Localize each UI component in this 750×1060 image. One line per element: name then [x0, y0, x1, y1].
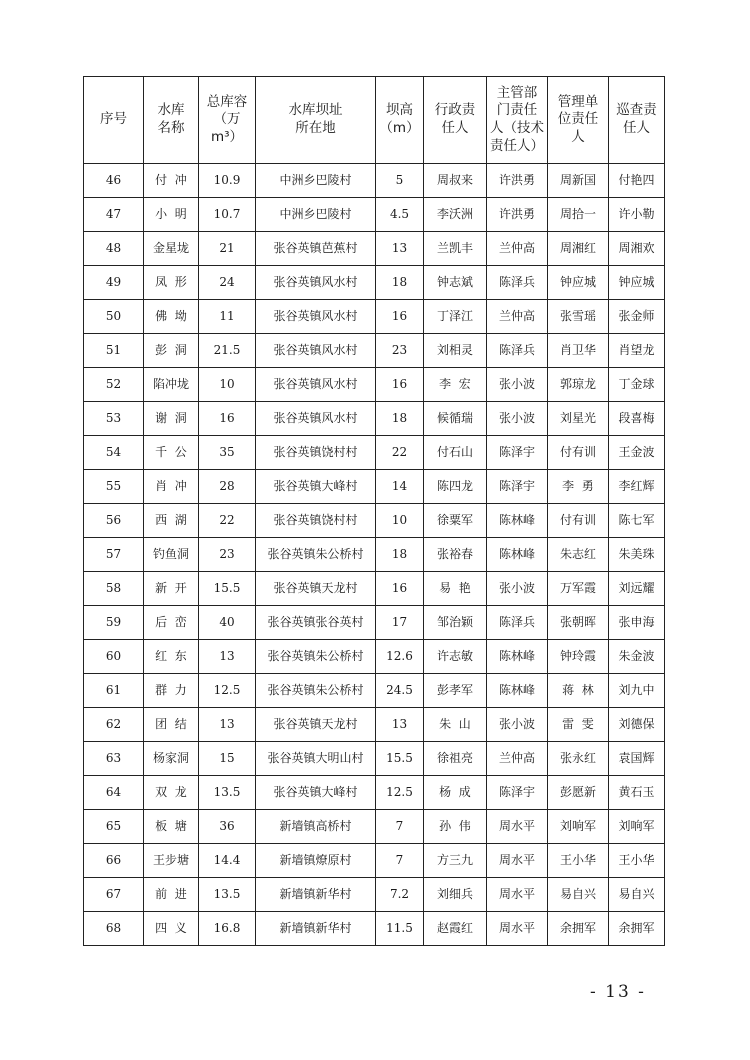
- reservoir-name-cell: 红 东: [144, 640, 199, 674]
- column-header: 巡查责 任人: [609, 77, 665, 164]
- dept-responsible-cell: 许洪勇: [487, 164, 548, 198]
- total-capacity-cell: 14.4: [199, 844, 256, 878]
- column-header: 坝高 （m）: [376, 77, 424, 164]
- patrol-responsible-cell: 朱美珠: [609, 538, 665, 572]
- admin-responsible-cell: 徐祖亮: [424, 742, 487, 776]
- total-capacity-cell: 13.5: [199, 776, 256, 810]
- table-row: [84, 266, 665, 300]
- column-header: 水库坝址 所在地: [256, 77, 376, 164]
- row-number-cell: 52: [84, 368, 144, 402]
- admin-responsible-cell: 丁泽江: [424, 300, 487, 334]
- mgmt-responsible-cell: 周拾一: [548, 198, 609, 232]
- reservoir-name-cell: 西 湖: [144, 504, 199, 538]
- patrol-responsible-cell: 王金波: [609, 436, 665, 470]
- reservoir-name-cell: 钓鱼洞: [144, 538, 199, 572]
- dam-location-cell: 张谷英镇大明山村: [256, 742, 376, 776]
- admin-responsible-cell: 邹治颖: [424, 606, 487, 640]
- dept-responsible-cell: 张小波: [487, 572, 548, 606]
- reservoir-name-cell: 四 义: [144, 912, 199, 946]
- admin-responsible-cell: 赵霞红: [424, 912, 487, 946]
- reservoir-name-cell: 群 力: [144, 674, 199, 708]
- mgmt-responsible-cell: 李 勇: [548, 470, 609, 504]
- dam-location-cell: 新墙镇新华村: [256, 912, 376, 946]
- dept-responsible-cell: 陈泽兵: [487, 266, 548, 300]
- table-row: [84, 504, 665, 538]
- total-capacity-cell: 21: [199, 232, 256, 266]
- table-row: [84, 402, 665, 436]
- patrol-responsible-cell: 袁国辉: [609, 742, 665, 776]
- mgmt-responsible-cell: 张朝晖: [548, 606, 609, 640]
- dam-height-cell: 13: [376, 232, 424, 266]
- total-capacity-cell: 36: [199, 810, 256, 844]
- dept-responsible-cell: 陈泽宇: [487, 776, 548, 810]
- dam-location-cell: 中洲乡巴陵村: [256, 164, 376, 198]
- table-row: [84, 368, 665, 402]
- patrol-responsible-cell: 许小勒: [609, 198, 665, 232]
- patrol-responsible-cell: 肖望龙: [609, 334, 665, 368]
- total-capacity-cell: 28: [199, 470, 256, 504]
- patrol-responsible-cell: 周湘欢: [609, 232, 665, 266]
- total-capacity-cell: 35: [199, 436, 256, 470]
- dept-responsible-cell: 兰仲高: [487, 300, 548, 334]
- dam-height-cell: 24.5: [376, 674, 424, 708]
- total-capacity-cell: 10.9: [199, 164, 256, 198]
- total-capacity-cell: 11: [199, 300, 256, 334]
- patrol-responsible-cell: 刘远耀: [609, 572, 665, 606]
- patrol-responsible-cell: 朱金波: [609, 640, 665, 674]
- dam-height-cell: 7.2: [376, 878, 424, 912]
- reservoir-name-cell: 肖 冲: [144, 470, 199, 504]
- dam-location-cell: 张谷英镇风水村: [256, 334, 376, 368]
- admin-responsible-cell: 候循瑞: [424, 402, 487, 436]
- patrol-responsible-cell: 易自兴: [609, 878, 665, 912]
- table-row: [84, 232, 665, 266]
- row-number-cell: 64: [84, 776, 144, 810]
- row-number-cell: 49: [84, 266, 144, 300]
- mgmt-responsible-cell: 肖卫华: [548, 334, 609, 368]
- total-capacity-cell: 23: [199, 538, 256, 572]
- admin-responsible-cell: 方三九: [424, 844, 487, 878]
- row-number-cell: 50: [84, 300, 144, 334]
- row-number-cell: 59: [84, 606, 144, 640]
- table-row: [84, 742, 665, 776]
- table-row: [84, 538, 665, 572]
- admin-responsible-cell: 刘细兵: [424, 878, 487, 912]
- patrol-responsible-cell: 张金师: [609, 300, 665, 334]
- total-capacity-cell: 12.5: [199, 674, 256, 708]
- table-row: [84, 334, 665, 368]
- table-row: [84, 198, 665, 232]
- admin-responsible-cell: 付石山: [424, 436, 487, 470]
- dept-responsible-cell: 周水平: [487, 878, 548, 912]
- dam-height-cell: 22: [376, 436, 424, 470]
- dept-responsible-cell: 许洪勇: [487, 198, 548, 232]
- dam-location-cell: 张谷英镇朱公桥村: [256, 674, 376, 708]
- row-number-cell: 56: [84, 504, 144, 538]
- mgmt-responsible-cell: 钟应城: [548, 266, 609, 300]
- reservoir-name-cell: 金星垅: [144, 232, 199, 266]
- mgmt-responsible-cell: 付有训: [548, 436, 609, 470]
- total-capacity-cell: 13: [199, 640, 256, 674]
- reservoir-name-cell: 杨家洞: [144, 742, 199, 776]
- dam-location-cell: 新墙镇高桥村: [256, 810, 376, 844]
- dept-responsible-cell: 周水平: [487, 912, 548, 946]
- row-number-cell: 51: [84, 334, 144, 368]
- total-capacity-cell: 15.5: [199, 572, 256, 606]
- mgmt-responsible-cell: 张永红: [548, 742, 609, 776]
- mgmt-responsible-cell: 蒋 林: [548, 674, 609, 708]
- table-body: [84, 164, 665, 946]
- dam-height-cell: 16: [376, 572, 424, 606]
- dept-responsible-cell: 陈泽兵: [487, 334, 548, 368]
- patrol-responsible-cell: 刘德保: [609, 708, 665, 742]
- dam-location-cell: 张谷英镇芭蕉村: [256, 232, 376, 266]
- reservoir-name-cell: 双 龙: [144, 776, 199, 810]
- admin-responsible-cell: 易 艳: [424, 572, 487, 606]
- table-row: [84, 436, 665, 470]
- mgmt-responsible-cell: 易自兴: [548, 878, 609, 912]
- dept-responsible-cell: 陈泽宇: [487, 470, 548, 504]
- patrol-responsible-cell: 陈七军: [609, 504, 665, 538]
- dept-responsible-cell: 兰仲高: [487, 742, 548, 776]
- table-row: [84, 572, 665, 606]
- patrol-responsible-cell: 段喜梅: [609, 402, 665, 436]
- page-number: - 13 -: [590, 982, 646, 1002]
- dept-responsible-cell: 陈林峰: [487, 640, 548, 674]
- reservoir-name-cell: 板 塘: [144, 810, 199, 844]
- row-number-cell: 57: [84, 538, 144, 572]
- admin-responsible-cell: 李 宏: [424, 368, 487, 402]
- patrol-responsible-cell: 刘响军: [609, 810, 665, 844]
- reservoir-name-cell: 佛 坳: [144, 300, 199, 334]
- row-number-cell: 61: [84, 674, 144, 708]
- row-number-cell: 47: [84, 198, 144, 232]
- mgmt-responsible-cell: 周湘红: [548, 232, 609, 266]
- reservoir-name-cell: 团 结: [144, 708, 199, 742]
- reservoir-name-cell: 彭 洞: [144, 334, 199, 368]
- dam-location-cell: 张谷英镇天龙村: [256, 572, 376, 606]
- column-header: 管理单 位责任 人: [548, 77, 609, 164]
- table-row: [84, 300, 665, 334]
- dam-location-cell: 张谷英镇大峰村: [256, 470, 376, 504]
- row-number-cell: 60: [84, 640, 144, 674]
- column-header: 水库 名称: [144, 77, 199, 164]
- mgmt-responsible-cell: 雷 雯: [548, 708, 609, 742]
- total-capacity-cell: 24: [199, 266, 256, 300]
- mgmt-responsible-cell: 张雪瑶: [548, 300, 609, 334]
- table-row: [84, 912, 665, 946]
- admin-responsible-cell: 朱 山: [424, 708, 487, 742]
- dam-height-cell: 7: [376, 810, 424, 844]
- patrol-responsible-cell: 丁金球: [609, 368, 665, 402]
- dam-location-cell: 新墙镇燎原村: [256, 844, 376, 878]
- mgmt-responsible-cell: 刘响军: [548, 810, 609, 844]
- dept-responsible-cell: 张小波: [487, 368, 548, 402]
- patrol-responsible-cell: 钟应城: [609, 266, 665, 300]
- reservoir-responsibility-table: [83, 76, 665, 946]
- table-row: [84, 708, 665, 742]
- column-header: 总库容 （万 m³）: [199, 77, 256, 164]
- mgmt-responsible-cell: 郭琼龙: [548, 368, 609, 402]
- row-number-cell: 62: [84, 708, 144, 742]
- table-row: [84, 878, 665, 912]
- dam-location-cell: 张谷英镇饶村村: [256, 436, 376, 470]
- dam-location-cell: 张谷英镇风水村: [256, 368, 376, 402]
- dam-height-cell: 16: [376, 368, 424, 402]
- table-header: [84, 77, 665, 164]
- patrol-responsible-cell: 王小华: [609, 844, 665, 878]
- total-capacity-cell: 16.8: [199, 912, 256, 946]
- dam-height-cell: 18: [376, 266, 424, 300]
- dept-responsible-cell: 张小波: [487, 402, 548, 436]
- reservoir-name-cell: 前 进: [144, 878, 199, 912]
- row-number-cell: 54: [84, 436, 144, 470]
- total-capacity-cell: 22: [199, 504, 256, 538]
- column-header: 行政责 任人: [424, 77, 487, 164]
- patrol-responsible-cell: 刘九中: [609, 674, 665, 708]
- admin-responsible-cell: 徐粟军: [424, 504, 487, 538]
- total-capacity-cell: 10.7: [199, 198, 256, 232]
- dept-responsible-cell: 周水平: [487, 810, 548, 844]
- dam-location-cell: 张谷英镇风水村: [256, 266, 376, 300]
- reservoir-name-cell: 后 峦: [144, 606, 199, 640]
- dept-responsible-cell: 陈林峰: [487, 674, 548, 708]
- dam-location-cell: 新墙镇新华村: [256, 878, 376, 912]
- header-row: [84, 77, 665, 164]
- patrol-responsible-cell: 张申海: [609, 606, 665, 640]
- mgmt-responsible-cell: 王小华: [548, 844, 609, 878]
- mgmt-responsible-cell: 朱志红: [548, 538, 609, 572]
- reservoir-name-cell: 新 开: [144, 572, 199, 606]
- dam-location-cell: 张谷英镇朱公桥村: [256, 538, 376, 572]
- admin-responsible-cell: 孙 伟: [424, 810, 487, 844]
- row-number-cell: 65: [84, 810, 144, 844]
- total-capacity-cell: 16: [199, 402, 256, 436]
- dam-height-cell: 5: [376, 164, 424, 198]
- row-number-cell: 66: [84, 844, 144, 878]
- dam-height-cell: 18: [376, 402, 424, 436]
- admin-responsible-cell: 陈四龙: [424, 470, 487, 504]
- total-capacity-cell: 10: [199, 368, 256, 402]
- admin-responsible-cell: 刘相灵: [424, 334, 487, 368]
- column-header: 序号: [84, 77, 144, 164]
- dam-height-cell: 14: [376, 470, 424, 504]
- table-row: [84, 810, 665, 844]
- dam-location-cell: 张谷英镇张谷英村: [256, 606, 376, 640]
- admin-responsible-cell: 李沃洲: [424, 198, 487, 232]
- dam-height-cell: 12.6: [376, 640, 424, 674]
- total-capacity-cell: 21.5: [199, 334, 256, 368]
- dept-responsible-cell: 兰仲高: [487, 232, 548, 266]
- row-number-cell: 48: [84, 232, 144, 266]
- row-number-cell: 46: [84, 164, 144, 198]
- table-row: [84, 470, 665, 504]
- total-capacity-cell: 13: [199, 708, 256, 742]
- admin-responsible-cell: 周叔来: [424, 164, 487, 198]
- dam-location-cell: 张谷英镇朱公桥村: [256, 640, 376, 674]
- row-number-cell: 68: [84, 912, 144, 946]
- dam-height-cell: 4.5: [376, 198, 424, 232]
- row-number-cell: 58: [84, 572, 144, 606]
- dam-height-cell: 17: [376, 606, 424, 640]
- table-row: [84, 844, 665, 878]
- dept-responsible-cell: 陈林峰: [487, 504, 548, 538]
- admin-responsible-cell: 彭孝军: [424, 674, 487, 708]
- dept-responsible-cell: 周水平: [487, 844, 548, 878]
- dam-height-cell: 12.5: [376, 776, 424, 810]
- dam-height-cell: 13: [376, 708, 424, 742]
- row-number-cell: 63: [84, 742, 144, 776]
- row-number-cell: 53: [84, 402, 144, 436]
- table-row: [84, 164, 665, 198]
- admin-responsible-cell: 钟志斌: [424, 266, 487, 300]
- patrol-responsible-cell: 黄石玉: [609, 776, 665, 810]
- dam-location-cell: 张谷英镇风水村: [256, 402, 376, 436]
- dam-height-cell: 11.5: [376, 912, 424, 946]
- dept-responsible-cell: 陈泽宇: [487, 436, 548, 470]
- table-row: [84, 606, 665, 640]
- table-row: [84, 640, 665, 674]
- row-number-cell: 55: [84, 470, 144, 504]
- total-capacity-cell: 15: [199, 742, 256, 776]
- reservoir-name-cell: 陷冲垅: [144, 368, 199, 402]
- mgmt-responsible-cell: 钟玲霞: [548, 640, 609, 674]
- dam-location-cell: 张谷英镇饶村村: [256, 504, 376, 538]
- admin-responsible-cell: 杨 成: [424, 776, 487, 810]
- dam-height-cell: 7: [376, 844, 424, 878]
- table-row: [84, 674, 665, 708]
- patrol-responsible-cell: 余拥军: [609, 912, 665, 946]
- admin-responsible-cell: 兰凯丰: [424, 232, 487, 266]
- dam-height-cell: 10: [376, 504, 424, 538]
- mgmt-responsible-cell: 余拥军: [548, 912, 609, 946]
- reservoir-name-cell: 谢 洞: [144, 402, 199, 436]
- mgmt-responsible-cell: 付有训: [548, 504, 609, 538]
- mgmt-responsible-cell: 周新国: [548, 164, 609, 198]
- dam-location-cell: 张谷英镇风水村: [256, 300, 376, 334]
- table-row: [84, 776, 665, 810]
- dam-location-cell: 张谷英镇天龙村: [256, 708, 376, 742]
- dam-height-cell: 18: [376, 538, 424, 572]
- reservoir-name-cell: 千 公: [144, 436, 199, 470]
- patrol-responsible-cell: 付艳四: [609, 164, 665, 198]
- mgmt-responsible-cell: 彭愿新: [548, 776, 609, 810]
- admin-responsible-cell: 张裕春: [424, 538, 487, 572]
- dam-height-cell: 16: [376, 300, 424, 334]
- total-capacity-cell: 13.5: [199, 878, 256, 912]
- dept-responsible-cell: 陈泽兵: [487, 606, 548, 640]
- total-capacity-cell: 40: [199, 606, 256, 640]
- admin-responsible-cell: 许志敏: [424, 640, 487, 674]
- dam-location-cell: 张谷英镇大峰村: [256, 776, 376, 810]
- reservoir-name-cell: 付 冲: [144, 164, 199, 198]
- row-number-cell: 67: [84, 878, 144, 912]
- reservoir-name-cell: 王步塘: [144, 844, 199, 878]
- reservoir-responsibility-table-container: [83, 76, 664, 946]
- mgmt-responsible-cell: 刘星光: [548, 402, 609, 436]
- reservoir-name-cell: 小 明: [144, 198, 199, 232]
- dam-location-cell: 中洲乡巴陵村: [256, 198, 376, 232]
- dept-responsible-cell: 张小波: [487, 708, 548, 742]
- mgmt-responsible-cell: 万军霞: [548, 572, 609, 606]
- patrol-responsible-cell: 李红辉: [609, 470, 665, 504]
- dam-height-cell: 23: [376, 334, 424, 368]
- reservoir-name-cell: 凤 形: [144, 266, 199, 300]
- column-header: 主管部 门责任 人（技术 责任人）: [487, 77, 548, 164]
- dam-height-cell: 15.5: [376, 742, 424, 776]
- dept-responsible-cell: 陈林峰: [487, 538, 548, 572]
